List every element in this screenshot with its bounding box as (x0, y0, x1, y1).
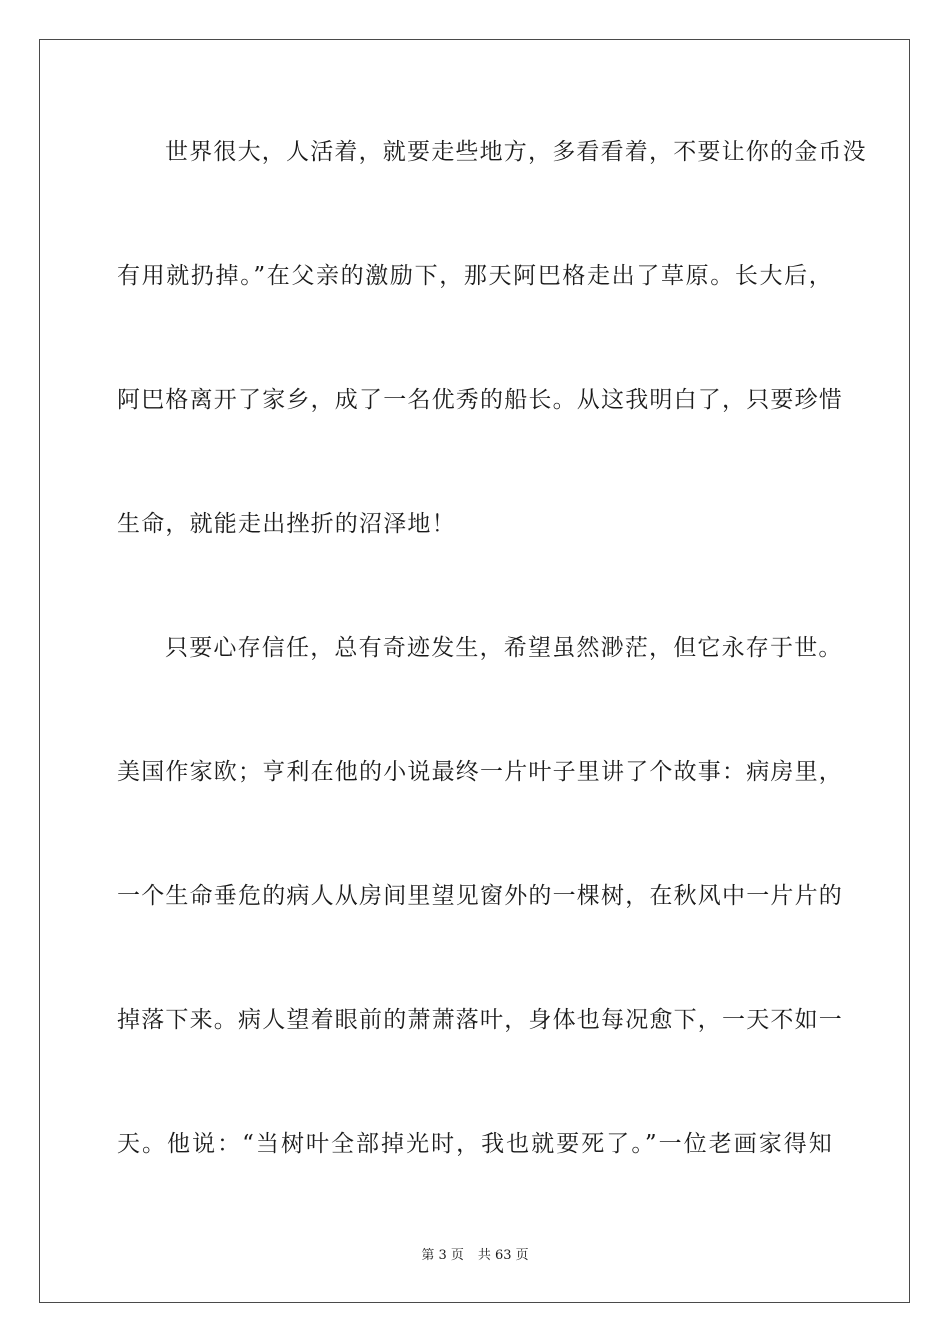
page-border (39, 39, 910, 1303)
paragraph-line: 天。他说：“当树叶全部掉光时，我也就要死了。”一位老画家得知 (117, 1131, 833, 1157)
page-total: 共 63 页 (477, 1248, 529, 1263)
paragraph-line: 掉落下来。病人望着眼前的萧萧落叶，身体也每况愈下，一天不如一 (117, 1007, 843, 1033)
page-number: 第 3 页 (421, 1248, 464, 1263)
paragraph-line: 阿巴格离开了家乡，成了一名优秀的船长。从这我明白了，只要珍惜 (117, 387, 843, 413)
paragraph-line: 一个生命垂危的病人从房间里望见窗外的一棵树，在秋风中一片片的 (117, 883, 843, 909)
paragraph-line: 生命，就能走出挫折的沼泽地！ (117, 511, 456, 537)
paragraph-line: 世界很大，人活着，就要走些地方，多看看着，不要让你的金币没 (165, 139, 867, 165)
paragraph-line: 只要心存信任，总有奇迹发生，希望虽然渺茫，但它永存于世。 (165, 635, 843, 661)
page-footer (0, 1247, 950, 1265)
paragraph-line: 美国作家欧；亨利在他的小说最终一片叶子里讲了个故事：病房里， (117, 759, 843, 785)
paragraph-line: 有用就扔掉。”在父亲的激励下，那天阿巴格走出了草原。长大后， (117, 263, 833, 289)
